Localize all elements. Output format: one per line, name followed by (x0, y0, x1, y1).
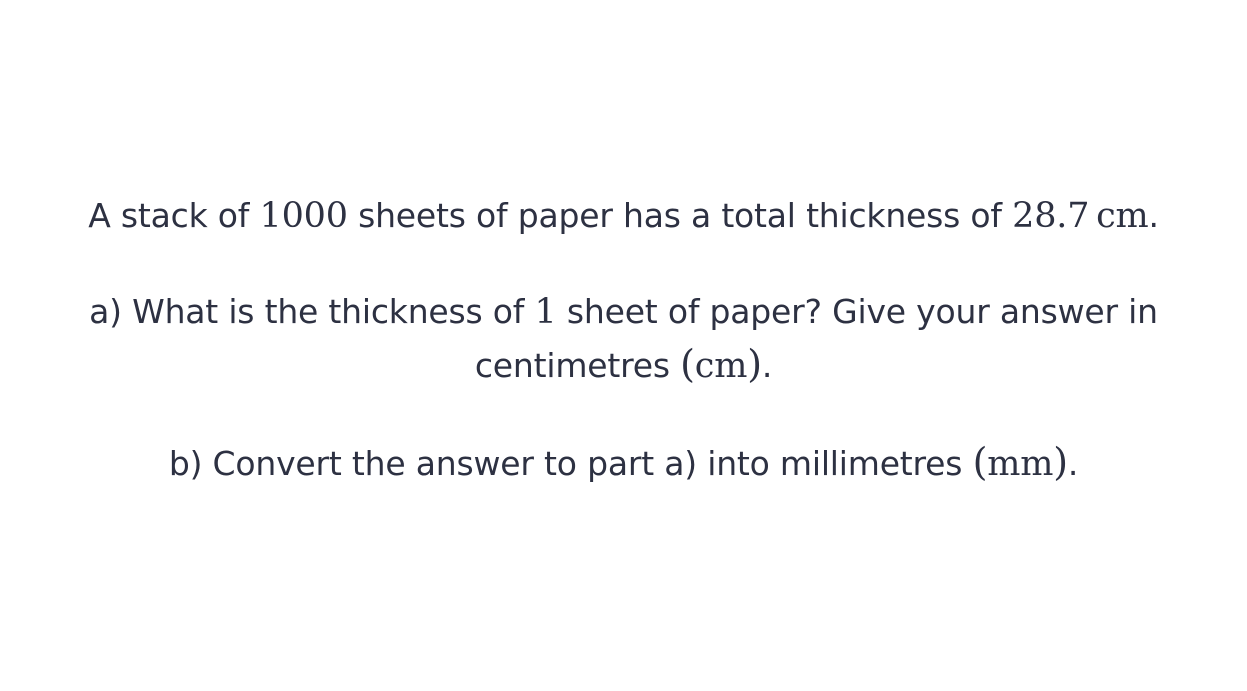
intro-text-2: sheets of paper has a total thickness of (358, 196, 1002, 235)
thickness-unit: cm (1096, 196, 1149, 236)
question-part-b (60, 436, 1187, 490)
part-a-text-1: a) What is the thickness of (89, 292, 525, 331)
total-thickness: 28.7 (1012, 196, 1090, 236)
part-a-end: . (761, 346, 773, 385)
part-b-close-paren: ) (1053, 440, 1068, 484)
part-a-close-paren: ) (747, 342, 762, 386)
question-intro (60, 190, 1187, 242)
part-b-end: . (1067, 444, 1079, 483)
question-part-a (60, 286, 1187, 392)
part-b-text-1: b) Convert the answer to part a) into millimetres (168, 444, 963, 483)
intro-text-1: A stack of (88, 196, 250, 235)
part-a-num: 1 (534, 292, 557, 332)
question-body (60, 190, 1187, 490)
part-a-open-paren: ( (680, 342, 695, 386)
num-sheets: 1000 (259, 196, 348, 236)
intro-end: . (1148, 196, 1159, 235)
part-b-unit: mm (987, 444, 1054, 484)
part-a-text-2: sheet of paper? Give your answer in centimetres (474, 292, 1158, 385)
part-a-unit: cm (694, 346, 748, 386)
part-b-open-paren: ( (972, 440, 988, 484)
